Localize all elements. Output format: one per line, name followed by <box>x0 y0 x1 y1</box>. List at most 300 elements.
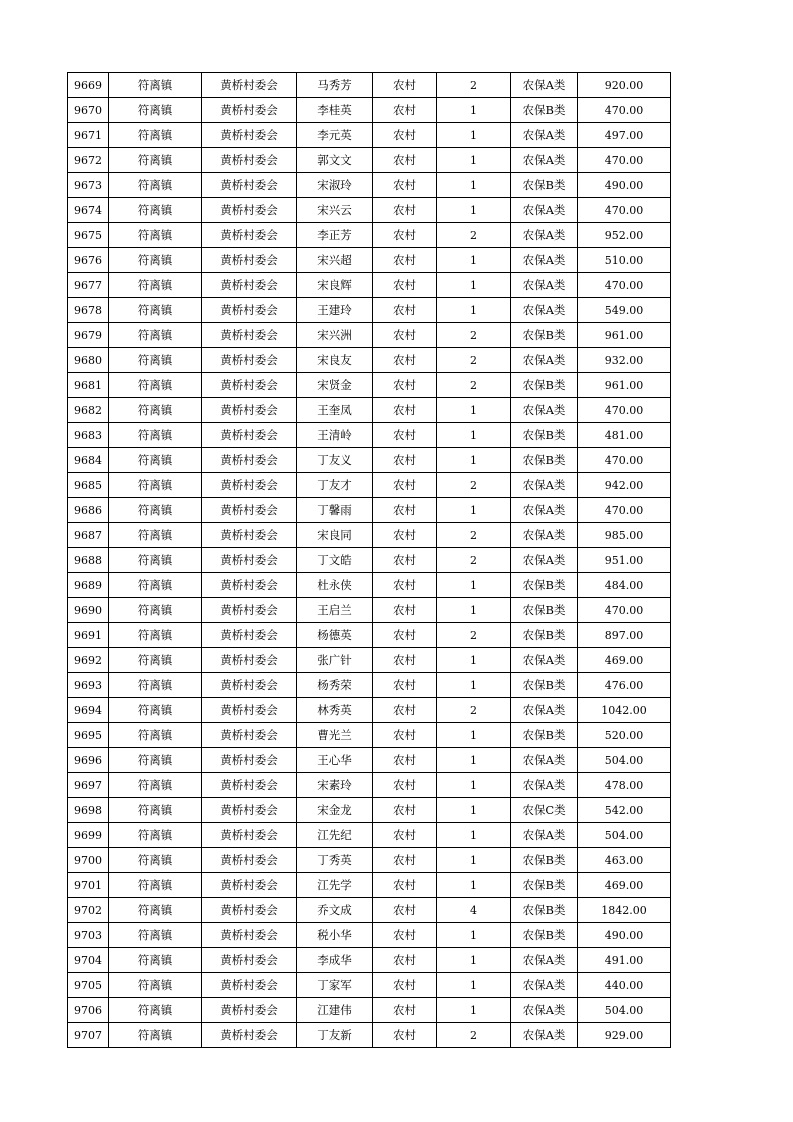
row-id-cell: 9684 <box>68 448 109 473</box>
insurance-category-cell: 农保A类 <box>511 148 578 173</box>
village-committee-cell: 黄桥村委会 <box>202 273 297 298</box>
insurance-category-cell: 农保B类 <box>511 373 578 398</box>
table-row <box>68 973 671 998</box>
household-count-cell: 1 <box>437 748 511 773</box>
area-type-cell: 农村 <box>373 398 437 423</box>
village-committee-cell: 黄桥村委会 <box>202 573 297 598</box>
amount-cell: 470.00 <box>578 273 671 298</box>
table-row <box>68 898 671 923</box>
name-cell: 杜永侠 <box>297 573 373 598</box>
household-count-cell: 1 <box>437 648 511 673</box>
table-row <box>68 773 671 798</box>
village-committee-cell: 黄桥村委会 <box>202 898 297 923</box>
area-type-cell: 农村 <box>373 548 437 573</box>
row-id-cell: 9700 <box>68 848 109 873</box>
insurance-category-cell: 农保A类 <box>511 823 578 848</box>
insurance-category-cell: 农保A类 <box>511 348 578 373</box>
row-id-cell: 9706 <box>68 998 109 1023</box>
table-row <box>68 723 671 748</box>
village-committee-cell: 黄桥村委会 <box>202 698 297 723</box>
town-cell: 符离镇 <box>109 423 202 448</box>
town-cell: 符离镇 <box>109 823 202 848</box>
table-row <box>68 623 671 648</box>
area-type-cell: 农村 <box>373 298 437 323</box>
amount-cell: 985.00 <box>578 523 671 548</box>
insurance-category-cell: 农保C类 <box>511 798 578 823</box>
table-row <box>68 298 671 323</box>
insurance-category-cell: 农保B类 <box>511 848 578 873</box>
village-committee-cell: 黄桥村委会 <box>202 823 297 848</box>
row-id-cell: 9696 <box>68 748 109 773</box>
town-cell: 符离镇 <box>109 873 202 898</box>
village-committee-cell: 黄桥村委会 <box>202 223 297 248</box>
insurance-category-cell: 农保A类 <box>511 198 578 223</box>
row-id-cell: 9689 <box>68 573 109 598</box>
table-row <box>68 423 671 448</box>
amount-cell: 491.00 <box>578 948 671 973</box>
amount-cell: 504.00 <box>578 998 671 1023</box>
name-cell: 王清岭 <box>297 423 373 448</box>
amount-cell: 520.00 <box>578 723 671 748</box>
row-id-cell: 9697 <box>68 773 109 798</box>
insurance-category-cell: 农保B类 <box>511 448 578 473</box>
insurance-category-cell: 农保A类 <box>511 123 578 148</box>
village-committee-cell: 黄桥村委会 <box>202 1023 297 1048</box>
insurance-category-cell: 农保A类 <box>511 648 578 673</box>
town-cell: 符离镇 <box>109 398 202 423</box>
table-row <box>68 798 671 823</box>
village-committee-cell: 黄桥村委会 <box>202 673 297 698</box>
name-cell: 宋贤金 <box>297 373 373 398</box>
insurance-category-cell: 农保B类 <box>511 323 578 348</box>
household-count-cell: 2 <box>437 73 511 98</box>
household-count-cell: 1 <box>437 998 511 1023</box>
amount-cell: 951.00 <box>578 548 671 573</box>
insurance-category-cell: 农保B类 <box>511 173 578 198</box>
household-count-cell: 1 <box>437 848 511 873</box>
name-cell: 马秀芳 <box>297 73 373 98</box>
village-committee-cell: 黄桥村委会 <box>202 948 297 973</box>
area-type-cell: 农村 <box>373 148 437 173</box>
row-id-cell: 9682 <box>68 398 109 423</box>
insurance-category-cell: 农保A类 <box>511 1023 578 1048</box>
area-type-cell: 农村 <box>373 1023 437 1048</box>
area-type-cell: 农村 <box>373 173 437 198</box>
village-committee-cell: 黄桥村委会 <box>202 473 297 498</box>
amount-cell: 497.00 <box>578 123 671 148</box>
amount-cell: 1842.00 <box>578 898 671 923</box>
document-page <box>67 72 670 1048</box>
household-count-cell: 2 <box>437 223 511 248</box>
name-cell: 李正芳 <box>297 223 373 248</box>
area-type-cell: 农村 <box>373 473 437 498</box>
household-count-cell: 1 <box>437 948 511 973</box>
insurance-category-cell: 农保B类 <box>511 423 578 448</box>
name-cell: 宋良友 <box>297 348 373 373</box>
area-type-cell: 农村 <box>373 648 437 673</box>
household-count-cell: 1 <box>437 273 511 298</box>
household-count-cell: 1 <box>437 398 511 423</box>
table-row <box>68 498 671 523</box>
town-cell: 符离镇 <box>109 898 202 923</box>
household-count-cell: 1 <box>437 723 511 748</box>
town-cell: 符离镇 <box>109 473 202 498</box>
amount-cell: 897.00 <box>578 623 671 648</box>
row-id-cell: 9687 <box>68 523 109 548</box>
area-type-cell: 农村 <box>373 848 437 873</box>
row-id-cell: 9675 <box>68 223 109 248</box>
town-cell: 符离镇 <box>109 573 202 598</box>
insurance-category-cell: 农保B类 <box>511 98 578 123</box>
household-count-cell: 1 <box>437 123 511 148</box>
town-cell: 符离镇 <box>109 123 202 148</box>
table-row <box>68 273 671 298</box>
town-cell: 符离镇 <box>109 248 202 273</box>
household-count-cell: 4 <box>437 898 511 923</box>
name-cell: 江先学 <box>297 873 373 898</box>
amount-cell: 952.00 <box>578 223 671 248</box>
area-type-cell: 农村 <box>373 523 437 548</box>
name-cell: 税小华 <box>297 923 373 948</box>
amount-cell: 469.00 <box>578 648 671 673</box>
area-type-cell: 农村 <box>373 673 437 698</box>
row-id-cell: 9671 <box>68 123 109 148</box>
insurance-category-cell: 农保B类 <box>511 923 578 948</box>
area-type-cell: 农村 <box>373 873 437 898</box>
town-cell: 符离镇 <box>109 773 202 798</box>
town-cell: 符离镇 <box>109 523 202 548</box>
village-committee-cell: 黄桥村委会 <box>202 798 297 823</box>
name-cell: 王奎凤 <box>297 398 373 423</box>
row-id-cell: 9670 <box>68 98 109 123</box>
table-row <box>68 548 671 573</box>
household-count-cell: 1 <box>437 873 511 898</box>
table-row <box>68 748 671 773</box>
name-cell: 江建伟 <box>297 998 373 1023</box>
village-committee-cell: 黄桥村委会 <box>202 548 297 573</box>
village-committee-cell: 黄桥村委会 <box>202 448 297 473</box>
data-table <box>67 72 671 1048</box>
table-row <box>68 123 671 148</box>
village-committee-cell: 黄桥村委会 <box>202 123 297 148</box>
amount-cell: 510.00 <box>578 248 671 273</box>
row-id-cell: 9673 <box>68 173 109 198</box>
table-row <box>68 323 671 348</box>
insurance-category-cell: 农保A类 <box>511 223 578 248</box>
name-cell: 宋兴洲 <box>297 323 373 348</box>
town-cell: 符离镇 <box>109 948 202 973</box>
name-cell: 曹光兰 <box>297 723 373 748</box>
name-cell: 王建玲 <box>297 298 373 323</box>
amount-cell: 469.00 <box>578 873 671 898</box>
row-id-cell: 9691 <box>68 623 109 648</box>
insurance-category-cell: 农保A类 <box>511 773 578 798</box>
table-row <box>68 223 671 248</box>
name-cell: 丁文皓 <box>297 548 373 573</box>
table-row <box>68 673 671 698</box>
table-row <box>68 998 671 1023</box>
household-count-cell: 1 <box>437 973 511 998</box>
table-row <box>68 448 671 473</box>
insurance-category-cell: 农保A类 <box>511 748 578 773</box>
town-cell: 符离镇 <box>109 798 202 823</box>
area-type-cell: 农村 <box>373 973 437 998</box>
town-cell: 符离镇 <box>109 498 202 523</box>
amount-cell: 440.00 <box>578 973 671 998</box>
area-type-cell: 农村 <box>373 423 437 448</box>
town-cell: 符离镇 <box>109 848 202 873</box>
name-cell: 宋素玲 <box>297 773 373 798</box>
table-row <box>68 573 671 598</box>
town-cell: 符离镇 <box>109 548 202 573</box>
insurance-category-cell: 农保B类 <box>511 898 578 923</box>
name-cell: 江先纪 <box>297 823 373 848</box>
row-id-cell: 9694 <box>68 698 109 723</box>
insurance-category-cell: 农保A类 <box>511 523 578 548</box>
area-type-cell: 农村 <box>373 948 437 973</box>
amount-cell: 961.00 <box>578 373 671 398</box>
town-cell: 符离镇 <box>109 273 202 298</box>
row-id-cell: 9683 <box>68 423 109 448</box>
table-row <box>68 198 671 223</box>
village-committee-cell: 黄桥村委会 <box>202 773 297 798</box>
insurance-category-cell: 农保A类 <box>511 473 578 498</box>
name-cell: 宋良同 <box>297 523 373 548</box>
row-id-cell: 9698 <box>68 798 109 823</box>
row-id-cell: 9674 <box>68 198 109 223</box>
row-id-cell: 9685 <box>68 473 109 498</box>
town-cell: 符离镇 <box>109 598 202 623</box>
row-id-cell: 9688 <box>68 548 109 573</box>
household-count-cell: 1 <box>437 773 511 798</box>
table-row <box>68 848 671 873</box>
household-count-cell: 1 <box>437 448 511 473</box>
name-cell: 丁秀英 <box>297 848 373 873</box>
row-id-cell: 9672 <box>68 148 109 173</box>
household-count-cell: 1 <box>437 923 511 948</box>
amount-cell: 490.00 <box>578 173 671 198</box>
household-count-cell: 1 <box>437 423 511 448</box>
village-committee-cell: 黄桥村委会 <box>202 298 297 323</box>
row-id-cell: 9707 <box>68 1023 109 1048</box>
row-id-cell: 9679 <box>68 323 109 348</box>
amount-cell: 478.00 <box>578 773 671 798</box>
row-id-cell: 9702 <box>68 898 109 923</box>
name-cell: 李桂英 <box>297 98 373 123</box>
household-count-cell: 1 <box>437 98 511 123</box>
row-id-cell: 9704 <box>68 948 109 973</box>
amount-cell: 484.00 <box>578 573 671 598</box>
household-count-cell: 2 <box>437 1023 511 1048</box>
name-cell: 丁友才 <box>297 473 373 498</box>
amount-cell: 470.00 <box>578 198 671 223</box>
table-row <box>68 523 671 548</box>
row-id-cell: 9677 <box>68 273 109 298</box>
village-committee-cell: 黄桥村委会 <box>202 398 297 423</box>
row-id-cell: 9686 <box>68 498 109 523</box>
name-cell: 乔文成 <box>297 898 373 923</box>
amount-cell: 929.00 <box>578 1023 671 1048</box>
name-cell: 宋兴超 <box>297 248 373 273</box>
insurance-category-cell: 农保B类 <box>511 573 578 598</box>
area-type-cell: 农村 <box>373 623 437 648</box>
town-cell: 符离镇 <box>109 673 202 698</box>
table-row <box>68 598 671 623</box>
town-cell: 符离镇 <box>109 198 202 223</box>
area-type-cell: 农村 <box>373 248 437 273</box>
name-cell: 王启兰 <box>297 598 373 623</box>
insurance-category-cell: 农保A类 <box>511 548 578 573</box>
area-type-cell: 农村 <box>373 598 437 623</box>
table-row <box>68 648 671 673</box>
area-type-cell: 农村 <box>373 223 437 248</box>
household-count-cell: 1 <box>437 298 511 323</box>
town-cell: 符离镇 <box>109 998 202 1023</box>
amount-cell: 932.00 <box>578 348 671 373</box>
household-count-cell: 2 <box>437 323 511 348</box>
name-cell: 丁友义 <box>297 448 373 473</box>
row-id-cell: 9695 <box>68 723 109 748</box>
household-count-cell: 1 <box>437 198 511 223</box>
insurance-category-cell: 农保A类 <box>511 998 578 1023</box>
area-type-cell: 农村 <box>373 798 437 823</box>
village-committee-cell: 黄桥村委会 <box>202 998 297 1023</box>
name-cell: 林秀英 <box>297 698 373 723</box>
amount-cell: 961.00 <box>578 323 671 348</box>
village-committee-cell: 黄桥村委会 <box>202 848 297 873</box>
amount-cell: 942.00 <box>578 473 671 498</box>
insurance-category-cell: 农保A类 <box>511 498 578 523</box>
name-cell: 宋兴云 <box>297 198 373 223</box>
town-cell: 符离镇 <box>109 73 202 98</box>
village-committee-cell: 黄桥村委会 <box>202 923 297 948</box>
village-committee-cell: 黄桥村委会 <box>202 498 297 523</box>
town-cell: 符离镇 <box>109 373 202 398</box>
row-id-cell: 9690 <box>68 598 109 623</box>
row-id-cell: 9701 <box>68 873 109 898</box>
amount-cell: 470.00 <box>578 98 671 123</box>
village-committee-cell: 黄桥村委会 <box>202 248 297 273</box>
row-id-cell: 9699 <box>68 823 109 848</box>
household-count-cell: 2 <box>437 348 511 373</box>
insurance-category-cell: 农保B类 <box>511 598 578 623</box>
area-type-cell: 农村 <box>373 573 437 598</box>
area-type-cell: 农村 <box>373 823 437 848</box>
insurance-category-cell: 农保B类 <box>511 623 578 648</box>
amount-cell: 470.00 <box>578 498 671 523</box>
amount-cell: 470.00 <box>578 398 671 423</box>
village-committee-cell: 黄桥村委会 <box>202 973 297 998</box>
name-cell: 宋良辉 <box>297 273 373 298</box>
insurance-category-cell: 农保A类 <box>511 73 578 98</box>
amount-cell: 1042.00 <box>578 698 671 723</box>
amount-cell: 490.00 <box>578 923 671 948</box>
table-row <box>68 173 671 198</box>
village-committee-cell: 黄桥村委会 <box>202 523 297 548</box>
area-type-cell: 农村 <box>373 123 437 148</box>
table-row <box>68 873 671 898</box>
insurance-category-cell: 农保B类 <box>511 673 578 698</box>
village-committee-cell: 黄桥村委会 <box>202 198 297 223</box>
row-id-cell: 9705 <box>68 973 109 998</box>
name-cell: 张广针 <box>297 648 373 673</box>
table-row <box>68 948 671 973</box>
amount-cell: 481.00 <box>578 423 671 448</box>
insurance-category-cell: 农保A类 <box>511 948 578 973</box>
table-row <box>68 923 671 948</box>
row-id-cell: 9680 <box>68 348 109 373</box>
town-cell: 符离镇 <box>109 348 202 373</box>
village-committee-cell: 黄桥村委会 <box>202 873 297 898</box>
name-cell: 王心华 <box>297 748 373 773</box>
town-cell: 符离镇 <box>109 173 202 198</box>
village-committee-cell: 黄桥村委会 <box>202 148 297 173</box>
town-cell: 符离镇 <box>109 623 202 648</box>
insurance-category-cell: 农保A类 <box>511 698 578 723</box>
town-cell: 符离镇 <box>109 98 202 123</box>
household-count-cell: 1 <box>437 498 511 523</box>
household-count-cell: 2 <box>437 623 511 648</box>
town-cell: 符离镇 <box>109 148 202 173</box>
household-count-cell: 1 <box>437 673 511 698</box>
area-type-cell: 农村 <box>373 323 437 348</box>
town-cell: 符离镇 <box>109 323 202 348</box>
insurance-category-cell: 农保A类 <box>511 298 578 323</box>
table-row <box>68 73 671 98</box>
town-cell: 符离镇 <box>109 748 202 773</box>
name-cell: 郭文文 <box>297 148 373 173</box>
household-count-cell: 2 <box>437 473 511 498</box>
amount-cell: 504.00 <box>578 748 671 773</box>
household-count-cell: 1 <box>437 798 511 823</box>
household-count-cell: 1 <box>437 148 511 173</box>
amount-cell: 470.00 <box>578 148 671 173</box>
household-count-cell: 2 <box>437 373 511 398</box>
village-committee-cell: 黄桥村委会 <box>202 348 297 373</box>
area-type-cell: 农村 <box>373 923 437 948</box>
town-cell: 符离镇 <box>109 448 202 473</box>
household-count-cell: 1 <box>437 248 511 273</box>
insurance-category-cell: 农保A类 <box>511 398 578 423</box>
household-count-cell: 1 <box>437 598 511 623</box>
insurance-category-cell: 农保A类 <box>511 973 578 998</box>
table-row <box>68 398 671 423</box>
village-committee-cell: 黄桥村委会 <box>202 423 297 448</box>
area-type-cell: 农村 <box>373 898 437 923</box>
village-committee-cell: 黄桥村委会 <box>202 98 297 123</box>
area-type-cell: 农村 <box>373 373 437 398</box>
area-type-cell: 农村 <box>373 73 437 98</box>
area-type-cell: 农村 <box>373 698 437 723</box>
row-id-cell: 9681 <box>68 373 109 398</box>
town-cell: 符离镇 <box>109 223 202 248</box>
area-type-cell: 农村 <box>373 748 437 773</box>
amount-cell: 463.00 <box>578 848 671 873</box>
name-cell: 丁馨雨 <box>297 498 373 523</box>
village-committee-cell: 黄桥村委会 <box>202 323 297 348</box>
household-count-cell: 1 <box>437 173 511 198</box>
town-cell: 符离镇 <box>109 298 202 323</box>
row-id-cell: 9676 <box>68 248 109 273</box>
amount-cell: 470.00 <box>578 598 671 623</box>
household-count-cell: 2 <box>437 698 511 723</box>
insurance-category-cell: 农保B类 <box>511 723 578 748</box>
town-cell: 符离镇 <box>109 648 202 673</box>
table-row <box>68 348 671 373</box>
name-cell: 宋金龙 <box>297 798 373 823</box>
household-count-cell: 2 <box>437 548 511 573</box>
table-row <box>68 473 671 498</box>
